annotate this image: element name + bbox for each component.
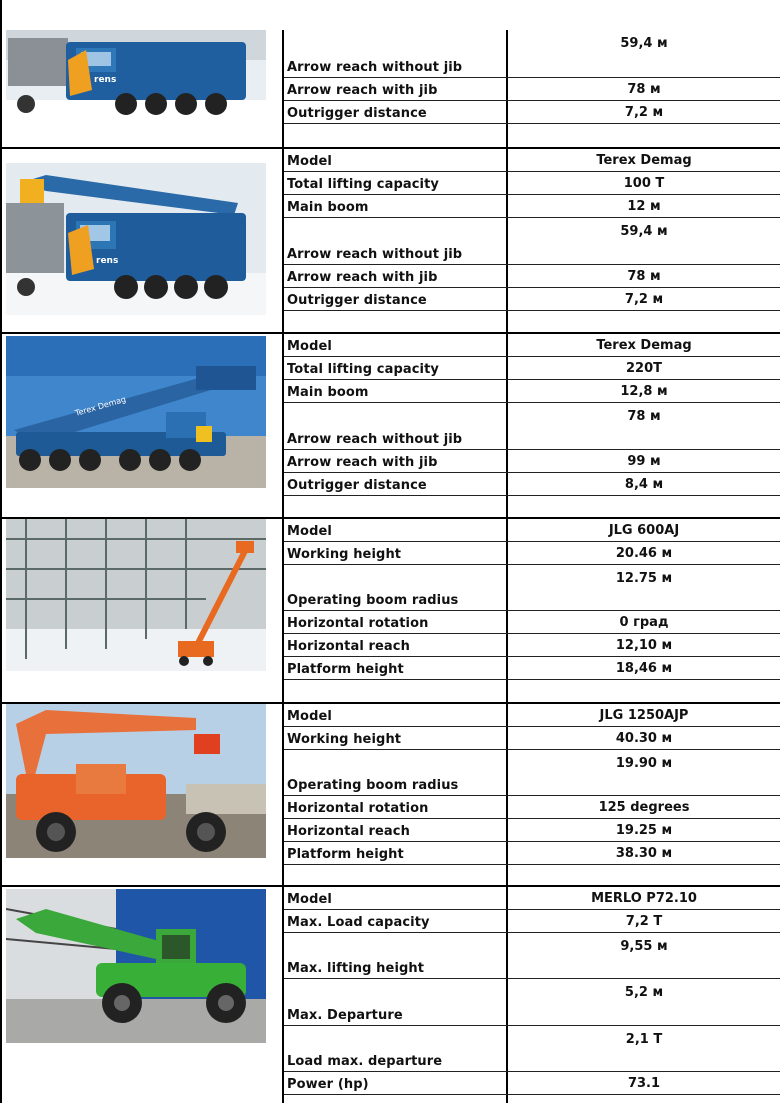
telehandler-block: [0, 887, 780, 1103]
spec-label: Arrow reach with jib: [284, 78, 508, 100]
crane-door-text: rens: [94, 75, 117, 85]
lift-block-1: [0, 519, 780, 703]
spec-row: [284, 680, 780, 703]
spec-label: Outrigger distance: [284, 473, 508, 495]
spec-label: Load max. departure: [284, 1026, 508, 1071]
spec-label: Main boom: [284, 195, 508, 217]
spec-value: 78 м: [627, 409, 661, 424]
spec-row: [284, 565, 780, 611]
spec-value: 2,1 T: [625, 1032, 663, 1047]
spec-value: Terex Demag: [596, 152, 692, 168]
spec-value: 59,4 м: [620, 36, 668, 51]
spec-row: [284, 910, 780, 933]
spec-label: Arrow reach without jib: [284, 403, 508, 449]
spec-label: Model: [284, 334, 508, 356]
spec-label: Horizontal reach: [284, 819, 508, 841]
spec-row: [284, 796, 780, 819]
spec-row: [284, 542, 780, 565]
crane-boom-text: Terex Demag: [74, 394, 128, 418]
photo-cell: [0, 704, 284, 886]
spec-value: 12.75 м: [615, 571, 673, 586]
spec-row: [284, 450, 780, 473]
spec-value: JLG 1250AJP: [599, 707, 689, 723]
spec-row: [284, 727, 780, 750]
spec-row: [284, 380, 780, 403]
spec-value: 18,46 м: [615, 660, 673, 676]
spec-value: 5,2 м: [624, 985, 664, 1000]
crane-photo-1: [6, 30, 266, 130]
spec-label: Horizontal rotation: [284, 611, 508, 633]
photo-cell: [0, 887, 284, 1103]
spec-value: 73.1: [627, 1075, 661, 1091]
spec-label: Arrow reach without jib: [284, 218, 508, 264]
spec-label: Platform height: [284, 842, 508, 864]
spec-value: 12 м: [627, 198, 661, 214]
spec-label: Power (hp): [284, 1072, 508, 1094]
spec-row: [284, 657, 780, 680]
boom-lift-photo-2: [6, 704, 266, 858]
spec-label: Operating boom radius: [284, 750, 508, 795]
spec-label: Working height: [284, 727, 508, 749]
spec-row: [284, 704, 780, 727]
spec-label: Model: [284, 704, 508, 726]
spec-label: Working height: [284, 542, 508, 564]
spec-value: 9,55 м: [620, 939, 668, 954]
spec-row: [284, 218, 780, 265]
spec-row: [284, 819, 780, 842]
spec-value: 59,4 м: [620, 224, 668, 239]
spec-label: Arrow reach with jib: [284, 265, 508, 287]
spec-value: 100 T: [623, 175, 665, 191]
spec-value: 19.90 м: [615, 756, 673, 771]
spec-row-partial: [284, 1095, 780, 1103]
spec-row: [284, 634, 780, 657]
spec-label: Arrow reach without jib: [284, 30, 508, 77]
spec-value: [508, 680, 780, 703]
spec-label: [284, 680, 508, 703]
spec-row: [284, 519, 780, 542]
spec-label: Operating boom radius: [284, 565, 508, 610]
spec-value: 38.30 м: [615, 845, 673, 861]
spec-row: [284, 842, 780, 865]
spec-label: [284, 496, 508, 518]
spec-row: [284, 865, 780, 886]
spec-value: 8,4 м: [624, 476, 664, 492]
spec-value: [508, 311, 780, 333]
spec-row: [284, 611, 780, 634]
spec-label: Model: [284, 149, 508, 171]
spec-row: [284, 403, 780, 450]
spec-value: 78 м: [627, 81, 661, 97]
spec-label: Total lifting capacity: [284, 357, 508, 379]
spec-label: Platform height: [284, 657, 508, 679]
spec-value: 7,2 м: [624, 291, 664, 307]
spec-value: [508, 496, 780, 518]
spec-label: Arrow reach with jib: [284, 450, 508, 472]
spec-label: Model: [284, 519, 508, 541]
spec-value: 12,8 м: [620, 383, 668, 399]
spec-row: [284, 1026, 780, 1072]
spec-value: JLG 600AJ: [608, 522, 680, 538]
spec-row: [284, 78, 780, 101]
spec-row: [284, 124, 780, 148]
photo-cell: [0, 334, 284, 518]
spec-row: [284, 1072, 780, 1095]
spec-row: [284, 149, 780, 172]
spec-row: [284, 887, 780, 910]
spec-label-partial: [284, 1095, 508, 1103]
spec-value: Terex Demag: [596, 337, 692, 353]
spec-row: [284, 979, 780, 1026]
spec-label: [284, 865, 508, 886]
spec-value: 7,2 T: [625, 913, 663, 929]
spec-row: [284, 496, 780, 518]
spec-value: 0 град: [619, 614, 669, 630]
spec-row: [284, 172, 780, 195]
spec-row: [284, 357, 780, 380]
spec-row: [284, 101, 780, 124]
spec-label: Horizontal reach: [284, 634, 508, 656]
spec-value: [508, 124, 780, 148]
spec-label: Max. Departure: [284, 979, 508, 1025]
spec-label: Outrigger distance: [284, 288, 508, 310]
spec-label: [284, 311, 508, 333]
crane-photo-2: [6, 163, 266, 315]
photo-cell: [0, 519, 284, 703]
spec-row: [284, 750, 780, 796]
spec-value: 78 м: [627, 268, 661, 284]
crane-photo-3: [6, 336, 266, 488]
spec-row: [284, 288, 780, 311]
spec-value: 220T: [625, 360, 662, 376]
spec-label: Model: [284, 887, 508, 909]
spec-value: 125 degrees: [598, 799, 690, 815]
telehandler-photo: [6, 889, 266, 1043]
crane-block-1: [0, 30, 780, 148]
spec-value: [508, 865, 780, 886]
spec-row: [284, 311, 780, 333]
photo-cell: [0, 30, 284, 148]
spec-value: 20.46 м: [615, 545, 673, 561]
spec-label: Total lifting capacity: [284, 172, 508, 194]
spec-label: Main boom: [284, 380, 508, 402]
spec-label: [284, 124, 508, 148]
spec-row: [284, 30, 780, 78]
spec-row: [284, 334, 780, 357]
spec-value: 99 м: [627, 453, 661, 469]
spec-label: Max. Load capacity: [284, 910, 508, 932]
boom-lift-photo-1: [6, 519, 266, 671]
crane-block-2: [0, 149, 780, 333]
spec-value: 7,2 м: [624, 104, 664, 120]
spec-value: 40.30 м: [615, 730, 673, 746]
spec-row: [284, 933, 780, 979]
spec-value: 19.25 м: [615, 822, 673, 838]
crane-door-text: rens: [96, 256, 119, 266]
lift-block-2: [0, 704, 780, 886]
photo-cell: [0, 149, 284, 333]
spec-label: Max. lifting height: [284, 933, 508, 978]
spec-label: Horizontal rotation: [284, 796, 508, 818]
spec-label: Outrigger distance: [284, 101, 508, 123]
spec-row: [284, 473, 780, 496]
spec-value: MERLO P72.10: [591, 890, 697, 906]
spec-value: 12,10 м: [615, 637, 673, 653]
spec-row: [284, 195, 780, 218]
spec-row: [284, 265, 780, 288]
crane-block-3: [0, 334, 780, 518]
